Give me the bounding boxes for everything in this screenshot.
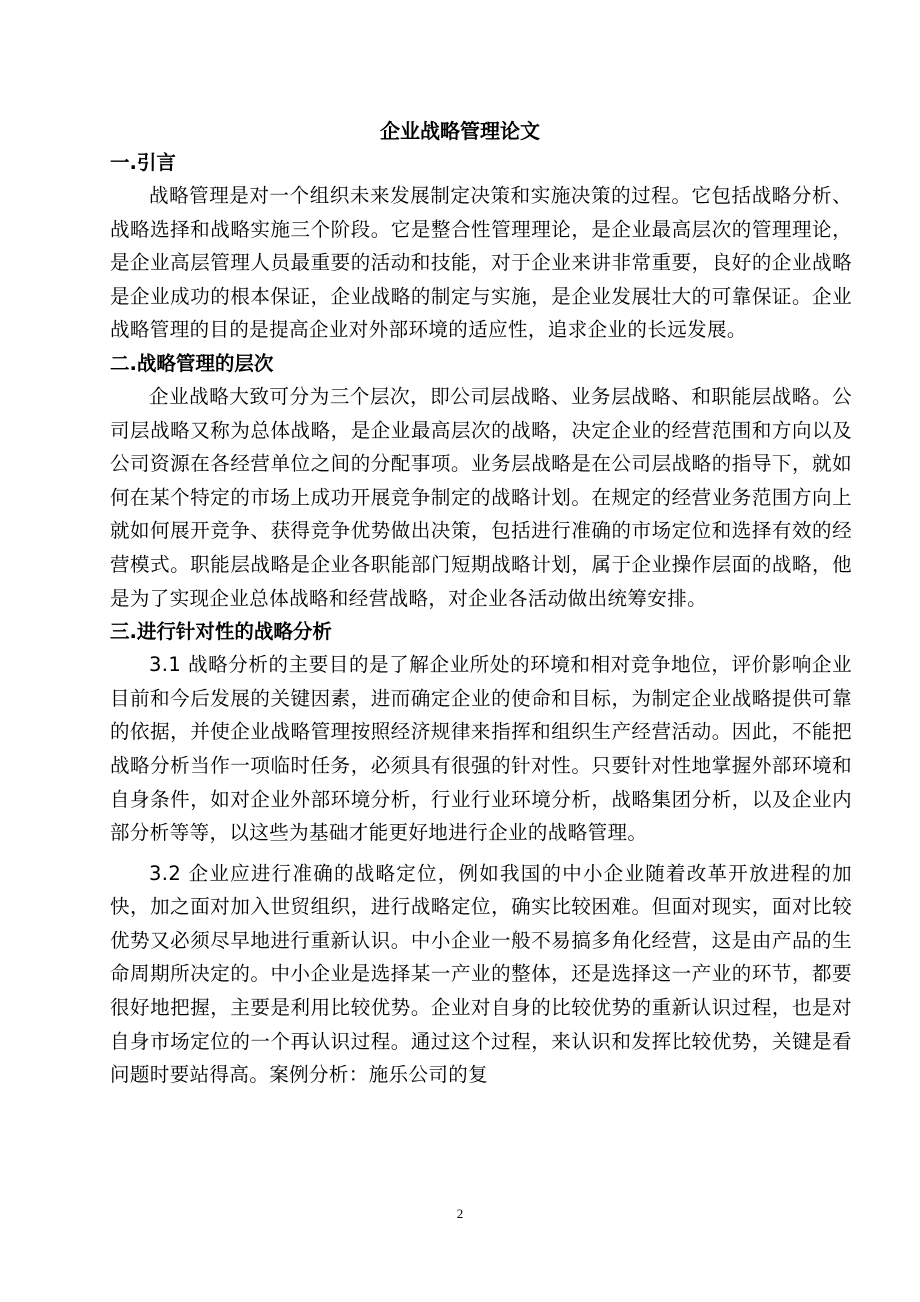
document-body xyxy=(110,146,852,1092)
paragraph: 3.1 战略分析的主要目的是了解企业所处的环境和相对竞争地位，评价影响企业目前和今后发展的关键因素，进而确定企业的使命和目标，为制定企业战略提供可靠的依据，并使企业战略管理按照经济规律来指挥和组织生产经营活动。因此，不能把战略分析当作一项临时任务，必须具有很强的针对性。只要针对性地掌握外部环境和自身条件，如对企业外部环境分析，行业行业环境分析，战略集团分析，以及企业内部分析等等，以这些为基础才能更好地进行企业的战略管理。 xyxy=(110,653,852,845)
document-title: 企业战略管理论文 xyxy=(380,119,540,143)
section-strategy-levels xyxy=(110,347,852,615)
section-introduction xyxy=(110,146,852,347)
paragraph: 战略管理是对一个组织未来发展制定决策和实施决策的过程。它包括战略分析、战略选择和战略实施三个阶段。它是整合性管理理论，是企业最高层次的管理理论，是企业高层管理人员最重要的活动和技能，对于企业来讲非常重要，良好的企业战略是企业成功的根本保证，企业战略的制定与实施，是企业发展壮大的可靠保证。企业战略管理的目的是提高企业对外部环境的适应性，追求企业的长远发展。 xyxy=(110,184,852,342)
page-number: 2 xyxy=(456,1206,464,1221)
paragraph: 企业战略大致可分为三个层次，即公司层战略、业务层战略、和职能层战略。公司层战略又称为总体战略，是企业最高层次的战略，决定企业的经营范围和方向以及公司资源在各经营单位之间的分配事项。业务层战略是在公司层战略的指导下，就如何在某个特定的市场上成功开展竞争制定的战略计划。在规定的经营业务范围方向上就如何展开竞争、获得竞争优势做出决策，包括进行准确的市场定位和选择有效的经营模式。职能层战略是企业各职能部门短期战略计划，属于企业操作层面的战略，他是为了实现企业总体战略和经营战略，对企业各活动做出统筹安排。 xyxy=(110,384,852,610)
section-heading: 一.引言 xyxy=(110,151,176,174)
section-heading: 三.进行针对性的战略分析 xyxy=(110,620,332,644)
paragraph: 3.2 企业应进行准确的战略定位，例如我国的中小企业随着改革开放进程的加快，加之面对加入世贸组织，进行战略定位，确实比较困难。但面对现实，面对比较优势又必须尽早地进行重新认识。中小企业一般不易搞多角化经营，这是由产品的生命周期所决定的。中小企业是选择某一产业的整体，还是选择这一产业的环节，都要很好地把握，主要是利用比较优势。企业对自身的比较优势的重新认识过程，也是对自身市场定位的一个再认识过程。通过这个过程，来认识和发挥比较优势，关键是看问题时要站得高。案例分析：施乐公司的复 xyxy=(110,861,852,1087)
section-strategy-analysis xyxy=(110,615,852,1092)
section-heading: 二.战略管理的层次 xyxy=(110,351,274,375)
